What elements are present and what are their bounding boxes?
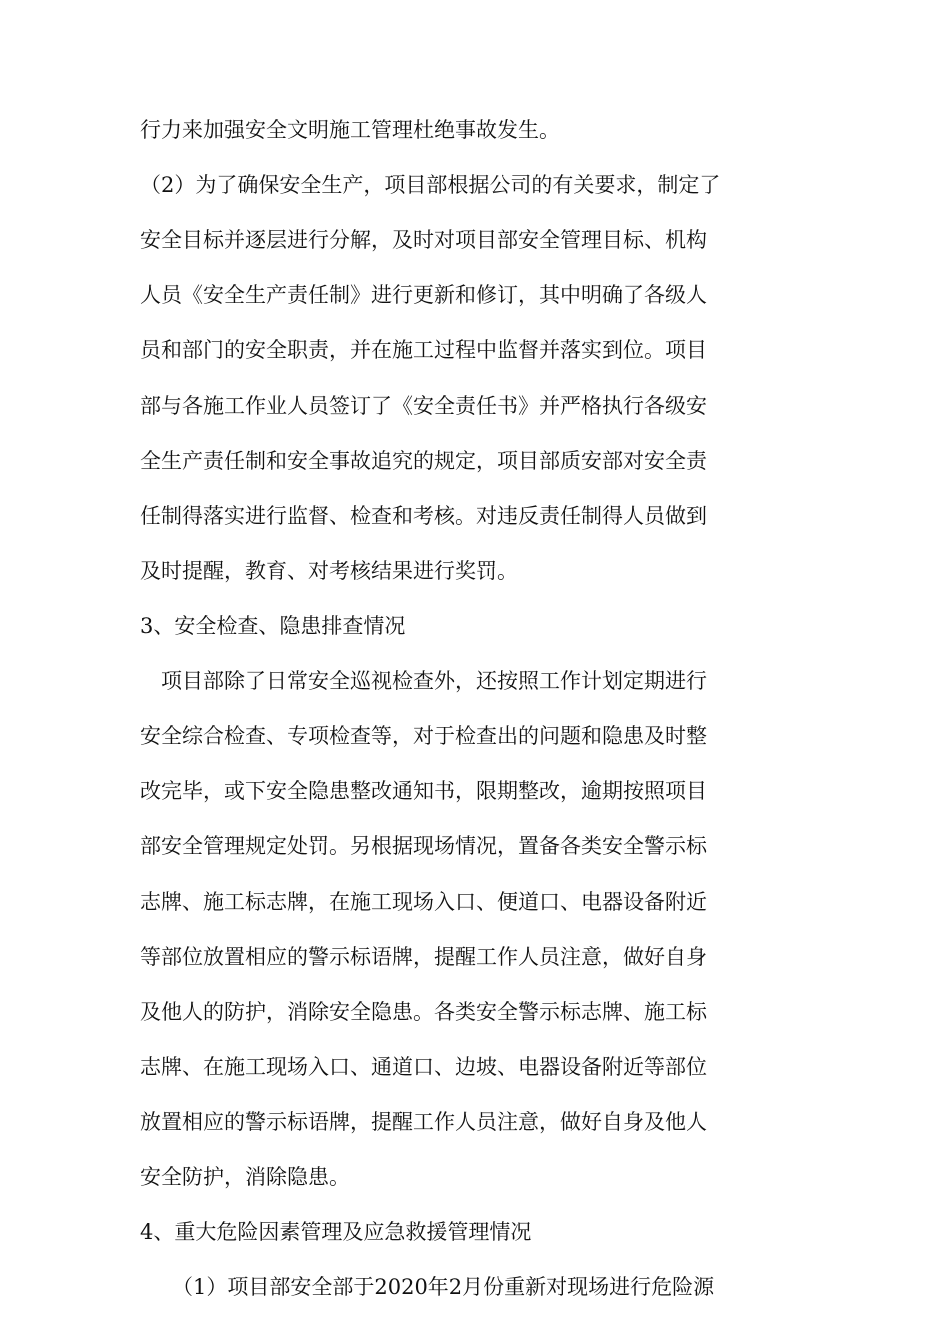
paragraph-line: （1）项目部安全部于2020年2月份重新对现场进行危险源 (172, 1275, 715, 1299)
paragraph-line: 员和部门的安全职责，并在施工过程中监督并落实到位。项目 (140, 338, 707, 362)
paragraph-line: 项目部除了日常安全巡视检查外，还按照工作计划定期进行 (161, 669, 707, 693)
paragraph-line: 志牌、施工标志牌，在施工现场入口、便道口、电器设备附近 (140, 890, 707, 914)
paragraph-line: 及他人的防护，消除安全隐患。各类安全警示标志牌、施工标 (140, 1000, 707, 1024)
paragraph-line: 行力来加强安全文明施工管理杜绝事故发生。 (140, 118, 560, 142)
section-heading: 3、安全检查、隐患排查情况 (140, 614, 406, 638)
paragraph-line: 等部位放置相应的警示标语牌，提醒工作人员注意，做好自身 (140, 945, 707, 969)
paragraph-line: 任制得落实进行监督、检查和考核。对违反责任制得人员做到 (140, 504, 707, 528)
section-heading: 4、重大危险因素管理及应急救援管理情况 (140, 1220, 532, 1244)
paragraph-line: 人员《安全生产责任制》进行更新和修订，其中明确了各级人 (140, 283, 707, 307)
paragraph-line: 部安全管理规定处罚。另根据现场情况，置备各类安全警示标 (140, 834, 707, 858)
paragraph-line: 安全综合检查、专项检查等，对于检查出的问题和隐患及时整 (140, 724, 707, 748)
paragraph-line: 志牌、在施工现场入口、通道口、边坡、电器设备附近等部位 (140, 1055, 707, 1079)
paragraph-line: 放置相应的警示标语牌，提醒工作人员注意，做好自身及他人 (140, 1110, 707, 1134)
paragraph-line: 全生产责任制和安全事故追究的规定，项目部质安部对安全责 (140, 449, 707, 473)
paragraph-line: 安全目标并逐层进行分解，及时对项目部安全管理目标、机构 (140, 228, 707, 252)
paragraph-line: 及时提醒，教育、对考核结果进行奖罚。 (140, 559, 518, 583)
paragraph-line: 安全防护，消除隐患。 (140, 1165, 350, 1189)
paragraph-line: （2）为了确保安全生产，项目部根据公司的有关要求，制定了 (140, 173, 721, 197)
paragraph-line: 改完毕，或下安全隐患整改通知书，限期整改，逾期按照项目 (140, 779, 707, 803)
paragraph-line: 部与各施工作业人员签订了《安全责任书》并严格执行各级安 (140, 394, 707, 418)
